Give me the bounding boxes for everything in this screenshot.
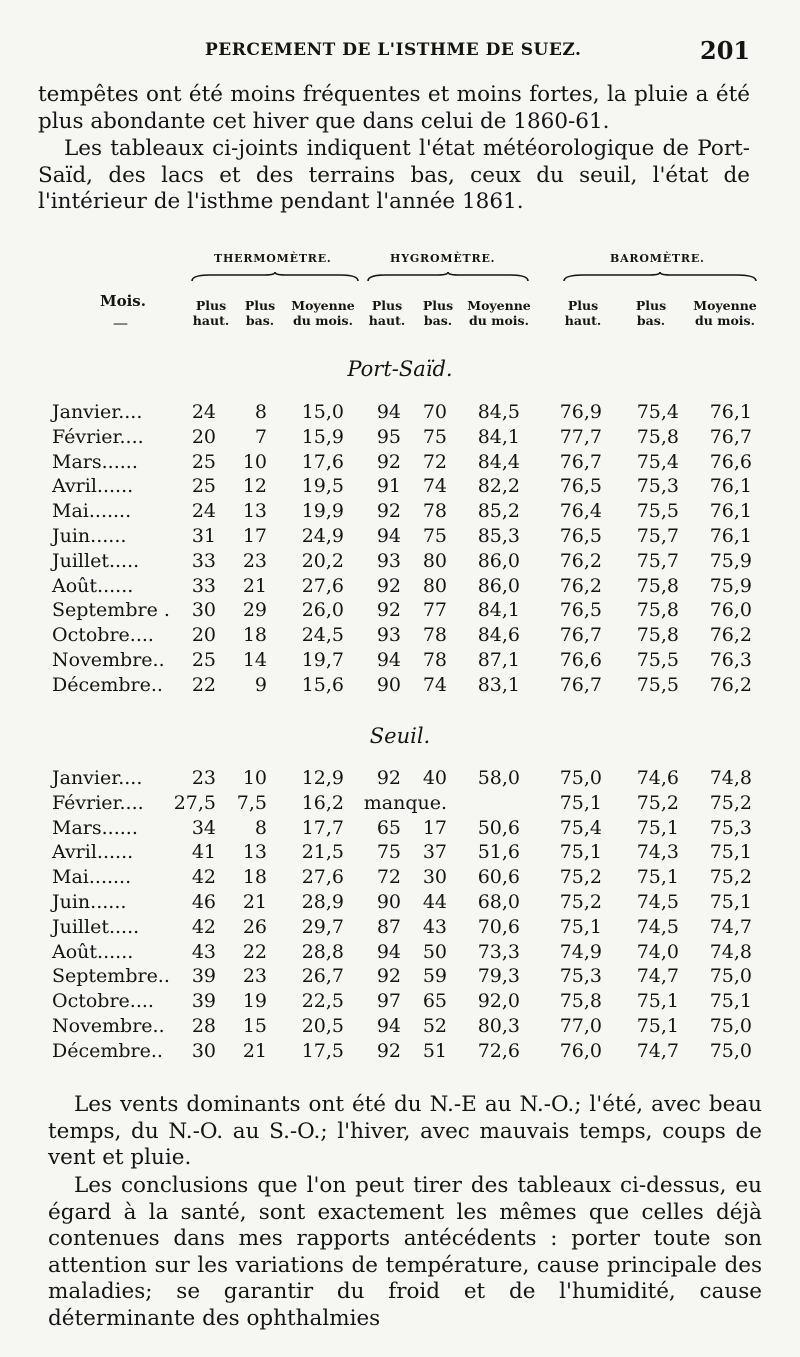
table-row <box>0 401 800 425</box>
value-cell: 75,8 <box>636 624 679 647</box>
value-cell: 24 <box>191 401 216 423</box>
value-cell: 26 <box>242 915 267 938</box>
table-row <box>0 1015 800 1039</box>
table-row <box>0 550 800 574</box>
value-cell: 21 <box>242 1039 267 1062</box>
group-thermometre: THERMOMÈTRE. <box>214 252 332 265</box>
value-cell: 75,1 <box>636 816 679 839</box>
value-cell: 60,6 <box>477 866 520 889</box>
column-header-baro-low: Plus bas. <box>635 298 667 328</box>
value-cell: 75,0 <box>709 1039 752 1062</box>
value-cell: 77,7 <box>559 425 602 448</box>
group-hygrometre: HYGROMÈTRE. <box>390 252 496 265</box>
month-cell: Mai....... <box>52 866 132 889</box>
value-cell: 74,0 <box>636 940 679 963</box>
value-cell: 75 <box>376 841 401 864</box>
value-cell: 70,6 <box>477 915 520 938</box>
value-cell: 50,6 <box>477 816 520 839</box>
value-cell: 93 <box>376 624 401 647</box>
column-header-hygro-low: Plus bas. <box>422 298 454 328</box>
value-cell: 76,1 <box>709 500 752 523</box>
value-cell: 19,5 <box>301 475 344 498</box>
value-cell: 22,5 <box>301 990 344 1013</box>
value-cell: 75,1 <box>709 841 752 864</box>
value-cell: 74,8 <box>709 767 752 789</box>
month-cell: Octobre.... <box>52 624 154 647</box>
column-header-baro-mean: Moyenne du mois. <box>693 298 757 328</box>
value-cell: 76,2 <box>559 574 602 597</box>
table-row <box>0 525 800 549</box>
value-cell: manque. <box>363 791 447 814</box>
value-cell: 17,7 <box>301 816 344 839</box>
value-cell: 28,9 <box>301 891 344 913</box>
value-cell: 17 <box>242 525 267 547</box>
value-cell: 20,5 <box>301 1015 344 1037</box>
column-header-thermo-low: Plus bas. <box>244 298 276 328</box>
value-cell: 42 <box>191 915 216 938</box>
value-cell: 51 <box>422 1039 447 1062</box>
value-cell: 39 <box>191 990 216 1013</box>
value-cell: 25 <box>191 649 216 671</box>
value-cell: 94 <box>376 940 401 963</box>
value-cell: 76,7 <box>709 425 752 448</box>
value-cell: 30 <box>191 599 216 622</box>
brace-hygrometre <box>366 272 530 282</box>
value-cell: 86,0 <box>477 549 520 572</box>
value-cell: 24,5 <box>301 624 344 647</box>
value-cell: 75,0 <box>709 965 752 988</box>
value-cell: 75,1 <box>709 990 752 1013</box>
value-cell: 72 <box>376 866 401 889</box>
paragraph-winds: Les vents dominants ont été du N.-E au N.-O.; l'été, avec beau temps, du N.-O. au S.-O.; l'hiver, avec mauvais temps, coups de vent et pluie. <box>48 1092 762 1171</box>
table-row <box>0 475 800 499</box>
value-cell: 20 <box>191 624 216 647</box>
paragraph-conclusions: Les conclusions que l'on peut tirer des tableaux ci-dessus, eu égard à la santé, sont exactement les mêmes que celles déjà contenues dans mes rapports antécédents : porter toute son attention sur les variations de température, cause principale des maladies; se garantir du froid et de l'humidité, cause déterminante des ophthalmies <box>48 1173 762 1331</box>
value-cell: 75,4 <box>636 450 679 473</box>
value-cell: 29 <box>242 599 267 622</box>
value-cell: 13 <box>242 500 267 523</box>
value-cell: 27,6 <box>301 574 344 597</box>
value-cell: 75,8 <box>636 599 679 622</box>
value-cell: 74,7 <box>636 1039 679 1062</box>
section-title-seuil: Seuil. <box>369 724 431 748</box>
value-cell: 75,1 <box>559 841 602 864</box>
value-cell: 92 <box>376 767 401 789</box>
value-cell: 92 <box>376 450 401 473</box>
month-cell: Juin...... <box>52 525 127 547</box>
month-cell: Juillet..... <box>52 549 140 572</box>
value-cell: 76,5 <box>559 475 602 498</box>
value-cell: 23 <box>242 549 267 572</box>
value-cell: 25 <box>191 475 216 498</box>
table-row <box>0 575 800 599</box>
brace-thermometre <box>190 272 360 282</box>
value-cell: 75,4 <box>636 401 679 423</box>
value-cell: 26,0 <box>301 599 344 622</box>
value-cell: 75,4 <box>559 816 602 839</box>
value-cell: 22 <box>191 673 216 696</box>
value-cell: 51,6 <box>477 841 520 864</box>
month-cell: Février.... <box>52 791 144 814</box>
value-cell: 75,8 <box>636 425 679 448</box>
table-row <box>0 965 800 989</box>
table-row <box>0 451 800 475</box>
value-cell: 75,2 <box>709 791 752 814</box>
value-cell: 75,7 <box>636 525 679 547</box>
value-cell: 17,5 <box>301 1039 344 1062</box>
value-cell: 74,5 <box>636 915 679 938</box>
value-cell: 7,5 <box>236 791 267 814</box>
value-cell: 75,1 <box>559 791 602 814</box>
value-cell: 76,6 <box>559 649 602 671</box>
value-cell: 75,0 <box>559 767 602 789</box>
value-cell: 76,0 <box>559 1039 602 1062</box>
page-header <box>0 36 800 70</box>
table-row <box>0 599 800 623</box>
value-cell: 72 <box>422 450 447 473</box>
value-cell: 15 <box>242 1015 267 1037</box>
value-cell: 10 <box>242 767 267 789</box>
value-cell: 75,1 <box>636 866 679 889</box>
value-cell: 30 <box>191 1039 216 1062</box>
value-cell: 75,5 <box>636 673 679 696</box>
value-cell: 76,6 <box>709 450 752 473</box>
column-header-hygro-mean: Moyenne du mois. <box>467 298 531 328</box>
value-cell: 75,8 <box>559 990 602 1013</box>
value-cell: 17 <box>422 816 447 839</box>
value-cell: 87,1 <box>477 649 520 671</box>
table-row <box>0 792 800 816</box>
value-cell: 21 <box>242 574 267 597</box>
value-cell: 65 <box>422 990 447 1013</box>
value-cell: 14 <box>242 649 267 671</box>
value-cell: 85,3 <box>477 525 520 547</box>
value-cell: 29,7 <box>301 915 344 938</box>
value-cell: 75,2 <box>559 891 602 913</box>
value-cell: 23 <box>191 767 216 789</box>
value-cell: 80 <box>422 574 447 597</box>
month-cell: Avril...... <box>52 841 134 864</box>
group-barometre: BAROMÈTRE. <box>610 252 705 265</box>
value-cell: 31 <box>191 525 216 547</box>
month-cell: Septembre.. <box>52 965 170 988</box>
value-cell: 43 <box>191 940 216 963</box>
value-cell: 76,2 <box>709 673 752 696</box>
value-cell: 76,4 <box>559 500 602 523</box>
month-cell: Septembre . <box>52 599 170 622</box>
value-cell: 84,1 <box>477 599 520 622</box>
value-cell: 76,1 <box>709 475 752 498</box>
value-cell: 27,6 <box>301 866 344 889</box>
value-cell: 76,1 <box>709 525 752 547</box>
value-cell: 16,2 <box>301 791 344 814</box>
table-row <box>0 1040 800 1064</box>
value-cell: 19,9 <box>301 500 344 523</box>
value-cell: 87 <box>376 915 401 938</box>
value-cell: 75,9 <box>709 549 752 572</box>
value-cell: 92 <box>376 965 401 988</box>
column-header-baro-high: Plus haut. <box>564 298 602 328</box>
value-cell: 84,6 <box>477 624 520 647</box>
value-cell: 82,2 <box>477 475 520 498</box>
value-cell: 75,9 <box>709 574 752 597</box>
table-row <box>0 767 800 791</box>
value-cell: 75,3 <box>559 965 602 988</box>
table-row <box>0 624 800 648</box>
value-cell: 75,5 <box>636 500 679 523</box>
column-header-thermo-high: Plus haut. <box>192 298 230 328</box>
month-cell: Mai....... <box>52 500 132 523</box>
value-cell: 33 <box>191 574 216 597</box>
value-cell: 75,2 <box>559 866 602 889</box>
month-cell: Janvier.... <box>52 401 143 423</box>
value-cell: 12,9 <box>301 767 344 789</box>
value-cell: 75,7 <box>636 549 679 572</box>
value-cell: 94 <box>376 525 401 547</box>
value-cell: 80,3 <box>477 1015 520 1037</box>
value-cell: 75,2 <box>709 866 752 889</box>
value-cell: 75 <box>422 425 447 448</box>
section-title-port-said: Port-Saïd. <box>347 357 453 381</box>
value-cell: 43 <box>422 915 447 938</box>
paragraph-intro: tempêtes ont été moins fréquentes et moins fortes, la pluie a été plus abondante cet hiver que dans celui de 1860-61. <box>38 82 750 134</box>
table-row <box>0 817 800 841</box>
value-cell: 24,9 <box>301 525 344 547</box>
value-cell: 15,6 <box>301 673 344 696</box>
value-cell: 79,3 <box>477 965 520 988</box>
value-cell: 46 <box>191 891 216 913</box>
value-cell: 59 <box>422 965 447 988</box>
value-cell: 17,6 <box>301 450 344 473</box>
value-cell: 7 <box>254 425 267 448</box>
value-cell: 76,7 <box>559 624 602 647</box>
month-cell: Mars...... <box>52 816 138 839</box>
value-cell: 76,3 <box>709 649 752 671</box>
value-cell: 78 <box>422 500 447 523</box>
value-cell: 90 <box>376 673 401 696</box>
table-row <box>0 649 800 673</box>
value-cell: 42 <box>191 866 216 889</box>
value-cell: 86,0 <box>477 574 520 597</box>
month-cell: Avril...... <box>52 475 134 498</box>
brace-barometre <box>562 272 758 282</box>
value-cell: 93 <box>376 549 401 572</box>
value-cell: 76,0 <box>709 599 752 622</box>
value-cell: 65 <box>376 816 401 839</box>
value-cell: 41 <box>191 841 216 864</box>
value-cell: 75,1 <box>709 891 752 913</box>
month-cell: Novembre.. <box>52 649 165 671</box>
value-cell: 22 <box>242 940 267 963</box>
value-cell: 74,9 <box>559 940 602 963</box>
value-cell: 74,7 <box>636 965 679 988</box>
value-cell: 74,8 <box>709 940 752 963</box>
value-cell: 94 <box>376 401 401 423</box>
value-cell: 76,7 <box>559 450 602 473</box>
value-cell: 84,5 <box>477 401 520 423</box>
table-row <box>0 941 800 965</box>
table-row <box>0 500 800 524</box>
value-cell: 78 <box>422 624 447 647</box>
value-cell: 9 <box>254 673 267 696</box>
value-cell: 20 <box>191 425 216 448</box>
column-header-dash: — <box>113 314 128 332</box>
column-header-mois: Mois. <box>100 292 146 310</box>
value-cell: 74,7 <box>709 915 752 938</box>
value-cell: 75,8 <box>636 574 679 597</box>
value-cell: 68,0 <box>477 891 520 913</box>
month-cell: Octobre.... <box>52 990 154 1013</box>
value-cell: 72,6 <box>477 1039 520 1062</box>
value-cell: 20,2 <box>301 549 344 572</box>
value-cell: 76,5 <box>559 599 602 622</box>
value-cell: 76,5 <box>559 525 602 547</box>
paragraph-tables-description: Les tableaux ci-joints indiquent l'état météorologique de Port-Saïd, des lacs et des terrains bas, ceux du seuil, l'état de l'intérieur de l'isthme pendant l'année 1861. <box>38 136 750 215</box>
column-header-thermo-mean: Moyenne du mois. <box>291 298 355 328</box>
value-cell: 40 <box>422 767 447 789</box>
value-cell: 92 <box>376 599 401 622</box>
value-cell: 19,7 <box>301 649 344 671</box>
value-cell: 75,1 <box>636 990 679 1013</box>
value-cell: 75,5 <box>636 649 679 671</box>
value-cell: 50 <box>422 940 447 963</box>
value-cell: 85,2 <box>477 500 520 523</box>
value-cell: 58,0 <box>477 767 520 789</box>
value-cell: 83,1 <box>477 673 520 696</box>
value-cell: 75 <box>422 525 447 547</box>
value-cell: 77 <box>422 599 447 622</box>
month-cell: Août...... <box>52 574 134 597</box>
value-cell: 39 <box>191 965 216 988</box>
value-cell: 76,7 <box>559 673 602 696</box>
value-cell: 10 <box>242 450 267 473</box>
value-cell: 92 <box>376 1039 401 1062</box>
value-cell: 23 <box>242 965 267 988</box>
value-cell: 80 <box>422 549 447 572</box>
value-cell: 76,9 <box>559 401 602 423</box>
value-cell: 75,3 <box>709 816 752 839</box>
table-row <box>0 866 800 890</box>
value-cell: 15,9 <box>301 425 344 448</box>
value-cell: 8 <box>254 816 267 839</box>
table-row <box>0 891 800 915</box>
value-cell: 77,0 <box>559 1015 602 1037</box>
value-cell: 33 <box>191 549 216 572</box>
value-cell: 76,2 <box>559 549 602 572</box>
value-cell: 95 <box>376 425 401 448</box>
value-cell: 74 <box>422 673 447 696</box>
value-cell: 74 <box>422 475 447 498</box>
value-cell: 92,0 <box>477 990 520 1013</box>
value-cell: 75,3 <box>636 475 679 498</box>
value-cell: 21 <box>242 891 267 913</box>
value-cell: 26,7 <box>301 965 344 988</box>
month-cell: Juin...... <box>52 891 127 913</box>
value-cell: 84,4 <box>477 450 520 473</box>
value-cell: 24 <box>191 500 216 523</box>
month-cell: Janvier.... <box>52 767 143 789</box>
table-row <box>0 841 800 865</box>
value-cell: 30 <box>422 866 447 889</box>
value-cell: 92 <box>376 574 401 597</box>
value-cell: 92 <box>376 500 401 523</box>
value-cell: 34 <box>191 816 216 839</box>
month-cell: Juillet..... <box>52 915 140 938</box>
running-title: PERCEMENT DE L'ISTHME DE SUEZ. <box>205 40 582 60</box>
table-row <box>0 426 800 450</box>
value-cell: 13 <box>242 841 267 864</box>
value-cell: 70 <box>422 401 447 423</box>
value-cell: 27,5 <box>173 791 216 814</box>
value-cell: 74,3 <box>636 841 679 864</box>
month-cell: Février.... <box>52 425 144 448</box>
value-cell: 84,1 <box>477 425 520 448</box>
value-cell: 21,5 <box>301 841 344 864</box>
value-cell: 94 <box>376 1015 401 1037</box>
table-row <box>0 916 800 940</box>
value-cell: 75,1 <box>636 1015 679 1037</box>
column-header-hygro-high: Plus haut. <box>368 298 406 328</box>
value-cell: 25 <box>191 450 216 473</box>
value-cell: 8 <box>254 401 267 423</box>
value-cell: 75,2 <box>636 791 679 814</box>
value-cell: 90 <box>376 891 401 913</box>
month-cell: Mars...... <box>52 450 138 473</box>
value-cell: 97 <box>376 990 401 1013</box>
value-cell: 15,0 <box>301 401 344 423</box>
month-cell: Décembre.. <box>52 673 163 696</box>
table-row <box>0 990 800 1014</box>
month-cell: Novembre.. <box>52 1015 165 1037</box>
value-cell: 91 <box>376 475 401 498</box>
value-cell: 75,0 <box>709 1015 752 1037</box>
value-cell: 19 <box>242 990 267 1013</box>
value-cell: 78 <box>422 649 447 671</box>
value-cell: 12 <box>242 475 267 498</box>
value-cell: 37 <box>422 841 447 864</box>
month-cell: Août...... <box>52 940 134 963</box>
value-cell: 74,6 <box>636 767 679 789</box>
page-number: 201 <box>700 36 751 65</box>
value-cell: 74,5 <box>636 891 679 913</box>
month-cell: Décembre.. <box>52 1039 163 1062</box>
value-cell: 52 <box>422 1015 447 1037</box>
value-cell: 94 <box>376 649 401 671</box>
value-cell: 73,3 <box>477 940 520 963</box>
value-cell: 18 <box>242 866 267 889</box>
value-cell: 75,1 <box>559 915 602 938</box>
table-row <box>0 674 800 698</box>
value-cell: 76,2 <box>709 624 752 647</box>
value-cell: 28 <box>191 1015 216 1037</box>
value-cell: 18 <box>242 624 267 647</box>
value-cell: 44 <box>422 891 447 913</box>
value-cell: 76,1 <box>709 401 752 423</box>
value-cell: 28,8 <box>301 940 344 963</box>
